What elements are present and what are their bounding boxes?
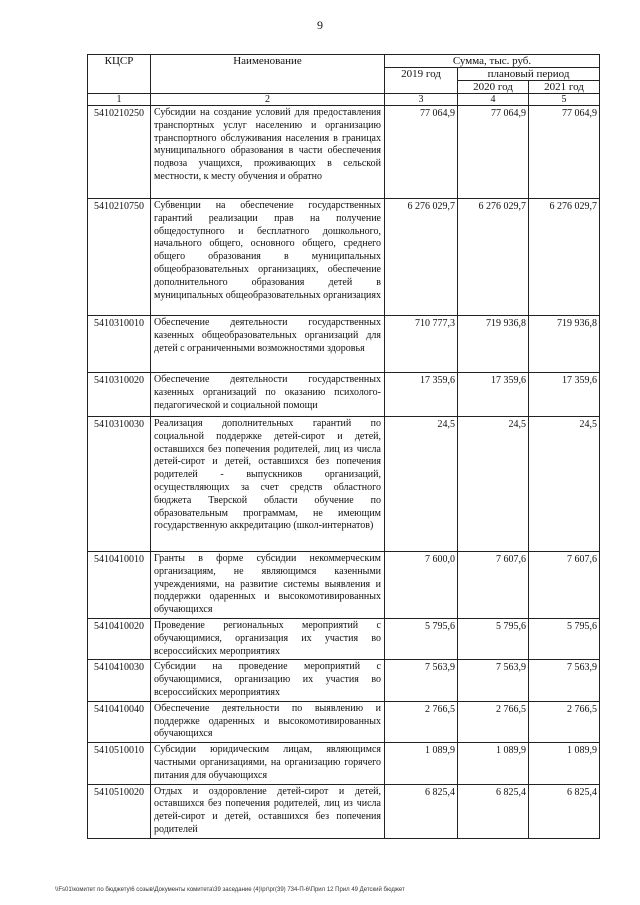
column-number: 5 xyxy=(529,94,600,106)
row-code: 5410310020 xyxy=(88,373,151,417)
table-row xyxy=(88,618,600,659)
row-value-2019: 1 089,9 xyxy=(385,743,458,784)
table-row xyxy=(88,417,600,552)
row-value-2021: 5 795,6 xyxy=(529,618,600,659)
row-code: 5410510010 xyxy=(88,743,151,784)
table-row xyxy=(88,743,600,784)
header-planned-period: плановый период xyxy=(458,68,600,81)
row-value-2020: 24,5 xyxy=(458,417,529,552)
column-number: 3 xyxy=(385,94,458,106)
header-year-2021: 2021 год xyxy=(529,81,600,94)
row-value-2021: 7 563,9 xyxy=(529,660,600,701)
row-name: Субсидии юридическим лицам, являющимся частными организациями, на организацию горячего питания для обучающихся xyxy=(151,743,385,784)
table-row xyxy=(88,784,600,838)
row-value-2021: 719 936,8 xyxy=(529,316,600,373)
row-code: 5410510020 xyxy=(88,784,151,838)
row-value-2020: 17 359,6 xyxy=(458,373,529,417)
row-value-2019: 2 766,5 xyxy=(385,701,458,742)
row-value-2019: 24,5 xyxy=(385,417,458,552)
row-name: Проведение региональных мероприятий с обучающимися, организация их участия во всероссийских мероприятиях xyxy=(151,618,385,659)
row-value-2019: 6 825,4 xyxy=(385,784,458,838)
row-value-2019: 5 795,6 xyxy=(385,618,458,659)
file-path-footer: \\Fs01\комитет по бюджету\6 созыв\Документы комитета\39 заседание (4)\рг\рг(39) 734-П-6\Прил 12 Прил 49 Детский бюджет xyxy=(55,887,405,893)
header-code: КЦСР xyxy=(88,55,151,94)
row-value-2020: 77 064,9 xyxy=(458,106,529,199)
column-number: 4 xyxy=(458,94,529,106)
row-value-2019: 710 777,3 xyxy=(385,316,458,373)
row-name: Обеспечение деятельности государственных казенных общеобразовательных организаций для детей с ограниченными возможностями здоровья xyxy=(151,316,385,373)
row-code: 5410210750 xyxy=(88,199,151,316)
row-value-2020: 2 766,5 xyxy=(458,701,529,742)
row-name: Обеспечение деятельности по выявлению и поддержке одаренных и высокомотивированных обучающихся xyxy=(151,701,385,742)
row-name: Отдых и оздоровление детей-сирот и детей, оставшихся без попечения родителей, лиц из числа детей-сирот и детей, оставшихся без попечения родителей xyxy=(151,784,385,838)
row-value-2020: 5 795,6 xyxy=(458,618,529,659)
row-value-2020: 719 936,8 xyxy=(458,316,529,373)
table-row xyxy=(88,199,600,316)
row-value-2021: 17 359,6 xyxy=(529,373,600,417)
row-code: 5410410010 xyxy=(88,552,151,619)
row-value-2019: 17 359,6 xyxy=(385,373,458,417)
header-year-2020: 2020 год xyxy=(458,81,529,94)
row-value-2021: 6 825,4 xyxy=(529,784,600,838)
row-name: Субсидии на проведение мероприятий с обучающимися, организацию их участия во всероссийских мероприятиях xyxy=(151,660,385,701)
table-row xyxy=(88,660,600,701)
row-value-2019: 6 276 029,7 xyxy=(385,199,458,316)
row-code: 5410410040 xyxy=(88,701,151,742)
row-value-2019: 7 600,0 xyxy=(385,552,458,619)
row-value-2019: 7 563,9 xyxy=(385,660,458,701)
page-number: 9 xyxy=(317,18,323,32)
row-code: 5410310010 xyxy=(88,316,151,373)
row-code: 5410310030 xyxy=(88,417,151,552)
row-value-2021: 2 766,5 xyxy=(529,701,600,742)
column-number: 1 xyxy=(88,94,151,106)
row-code: 5410210250 xyxy=(88,106,151,199)
table-row xyxy=(88,316,600,373)
header-sum: Сумма, тыс. руб. xyxy=(385,55,600,68)
row-value-2021: 24,5 xyxy=(529,417,600,552)
row-name: Гранты в форме субсидии некоммерческим организациям, не являющимся казенными учреждениями, на развитие системы выявления и поддержки одаренных и высокомотивированных обучающихся xyxy=(151,552,385,619)
row-value-2021: 77 064,9 xyxy=(529,106,600,199)
column-number: 2 xyxy=(151,94,385,106)
row-value-2020: 6 276 029,7 xyxy=(458,199,529,316)
row-value-2020: 7 563,9 xyxy=(458,660,529,701)
row-value-2021: 6 276 029,7 xyxy=(529,199,600,316)
row-name: Реализация дополнительных гарантий по социальной поддержке детей-сирот и детей, оставшихся без попечения родителей, лиц из числа детей-сирот и детей, оставшихся без попечения родителей - выпускников организаций, осуществляющих за счет средств областного бюджета Тверской области обучение по образовательным программам, не имеющим государственную аккредитацию (школ-интернатов) xyxy=(151,417,385,552)
row-name: Субсидии на создание условий для предоставления транспортных услуг населению и организацию транспортного обслуживания населения в границах муниципального образования в части обеспечения подвоза учащихся, проживающих в сельской местности, к месту обучения и обратно xyxy=(151,106,385,199)
table-row xyxy=(88,373,600,417)
row-value-2021: 1 089,9 xyxy=(529,743,600,784)
row-name: Обеспечение деятельности государственных казенных организаций по оказанию психолого-педагогической и социальной помощи xyxy=(151,373,385,417)
row-value-2021: 7 607,6 xyxy=(529,552,600,619)
row-value-2020: 6 825,4 xyxy=(458,784,529,838)
row-code: 5410410020 xyxy=(88,618,151,659)
row-name: Субвенции на обеспечение государственных гарантий реализации прав на получение общедоступного и бесплатного дошкольного, начального общего, основного общего, среднего общего образования в муниципальных общеобразовательных организациях, обеспечение дополнительного образования детей в муниципальных общеобразовательных организациях xyxy=(151,199,385,316)
row-code: 5410410030 xyxy=(88,660,151,701)
budget-table xyxy=(87,54,600,839)
table-row xyxy=(88,552,600,619)
row-value-2020: 1 089,9 xyxy=(458,743,529,784)
header-name: Наименование xyxy=(151,55,385,94)
table-row xyxy=(88,701,600,742)
row-value-2019: 77 064,9 xyxy=(385,106,458,199)
table-row xyxy=(88,106,600,199)
header-year-2019: 2019 год xyxy=(385,68,458,94)
row-value-2020: 7 607,6 xyxy=(458,552,529,619)
